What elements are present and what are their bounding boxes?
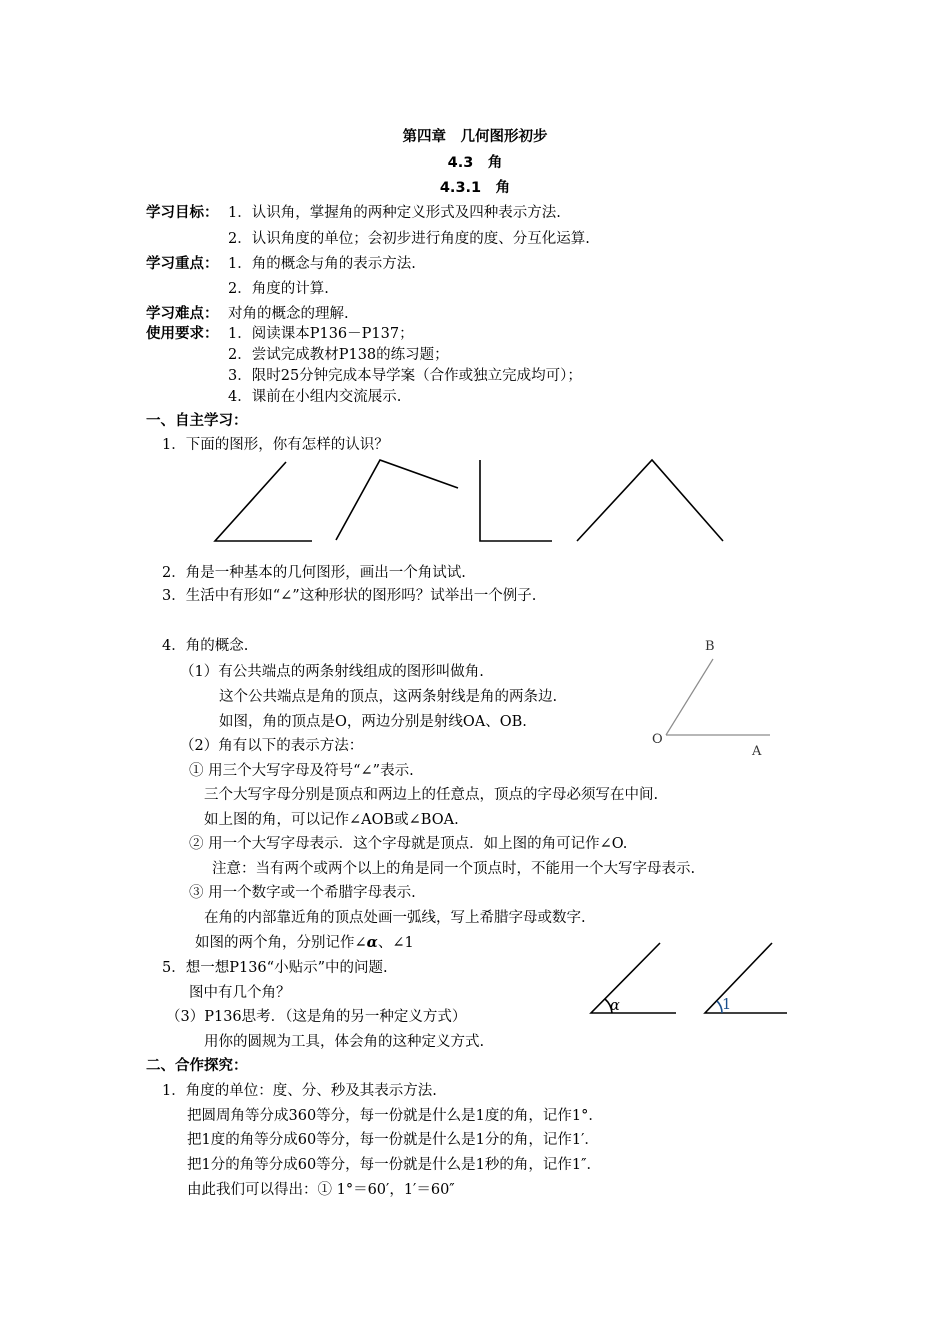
section-title: 4.3 角: [447, 155, 503, 171]
definition-1a: 这个公共端点是角的顶点，这两条射线是角的两条边.: [219, 689, 558, 705]
requirements-label: 使用要求：: [146, 326, 219, 342]
angle-shape-3: [480, 460, 552, 541]
chapter-title: 第四章 几何图形初步: [402, 129, 548, 145]
definition-2: （2）角有以下的表示方法：: [180, 738, 364, 754]
method-2: ② 用一个大写字母表示．这个字母就是顶点．如上图的角可记作∠O.: [189, 836, 628, 852]
part2-title: 二、合作探究：: [146, 1058, 248, 1074]
key-point-item: 1．角的概念与角的表示方法.: [228, 256, 416, 272]
method-3: ③ 用一个数字或一个希腊字母表示.: [189, 885, 416, 901]
part2-item-1b: 把1度的角等分成60等分，每一份就是什么是1分的角，记作1′．: [187, 1132, 599, 1148]
key-point-item: 2．角度的计算.: [228, 281, 329, 297]
part2-item-1a: 把圆周角等分成360等分，每一份就是什么是1度的角，记作1°．: [187, 1108, 603, 1124]
label-b: B: [705, 639, 715, 654]
angle-shape-1: [215, 462, 312, 541]
requirement-item: 1．阅读课本P136－P137；: [228, 326, 414, 342]
requirement-item: 2．尝试完成教材P138的练习题；: [228, 347, 449, 363]
key-points-label: 学习重点：: [146, 256, 219, 272]
part1-title: 一、自主学习：: [146, 413, 248, 429]
ray-ob: [666, 659, 713, 735]
difficulty-text: 对角的概念的理解.: [228, 306, 349, 322]
part2-item-1c: 把1分的角等分成60等分，每一份就是什么是1秒的角，记作1″．: [187, 1157, 602, 1173]
requirement-item: 3．限时25分钟完成本导学案（合作或独立完成均可）；: [228, 368, 582, 384]
alpha-symbol: α: [366, 934, 378, 951]
method-2-note: 注意：当有两个或两个以上的角是同一个顶点时，不能用一个大写字母表示.: [212, 861, 696, 877]
goals-label: 学习目标：: [146, 205, 219, 221]
angle-alpha-shape: [591, 943, 676, 1013]
definition-1: （1）有公共端点的两条射线组成的图形叫做角.: [180, 664, 484, 680]
method-3b: [195, 934, 414, 952]
goal-item: 1．认识角，掌握角的两种定义形式及四种表示方法.: [228, 205, 561, 221]
subsection-title: 4.3.1 角: [439, 180, 511, 196]
requirement-item: 4．课前在小组内交流展示.: [228, 389, 402, 405]
part2-item-1d: 由此我们可以得出：① 1°＝60′，1′＝60″: [187, 1182, 455, 1198]
question-3: 3．生活中有形如“∠”这种形状的图形吗？试举出一个例子.: [162, 588, 537, 604]
angle-shape-4: [577, 460, 723, 541]
method-1a: 三个大写字母分别是顶点和两边上的任意点，顶点的字母必须写在中间.: [204, 787, 659, 803]
method-3a: 在角的内部靠近角的顶点处画一弧线，写上希腊字母或数字.: [204, 910, 586, 926]
question-4: 4．角的概念.: [162, 638, 249, 654]
part2-item-1: 1．角度的单位：度、分、秒及其表示方法.: [162, 1083, 437, 1099]
question-6: （3）P136思考．（这是角的另一种定义方式）: [166, 1009, 467, 1025]
method-3b-suffix: 、∠1: [377, 935, 414, 951]
figure-label-alpha: α: [610, 998, 620, 1014]
angle-shape-2: [336, 460, 458, 540]
question-5: 5．想一想P136“小贴示”中的问题.: [162, 960, 388, 976]
difficulty-label: 学习难点：: [146, 306, 219, 322]
figure-label-one: 1: [722, 997, 732, 1013]
method-3b-prefix: 如图的两个角，分别记作∠: [195, 935, 367, 951]
method-1: ① 用三个大写字母及符号“∠”表示.: [189, 763, 414, 779]
goal-item: 2．认识角度的单位；会初步进行角度的度、分互化运算.: [228, 231, 590, 247]
angle-one-shape: [705, 943, 787, 1013]
question-2: 2．角是一种基本的几何图形，画出一个角试试.: [162, 565, 466, 581]
method-1b: 如上图的角，可以记作∠AOB或∠BOA.: [204, 812, 459, 828]
question-6a: 用你的圆规为工具，体会角的这种定义方式.: [204, 1034, 485, 1050]
question-1: 1．下面的图形，你有怎样的认识？: [162, 437, 389, 453]
label-a: A: [752, 744, 762, 759]
definition-1b: 如图，角的顶点是O，两边分别是射线OA、OB.: [219, 714, 527, 730]
label-o: O: [652, 732, 663, 747]
question-5a: 图中有几个角？: [189, 985, 291, 1001]
